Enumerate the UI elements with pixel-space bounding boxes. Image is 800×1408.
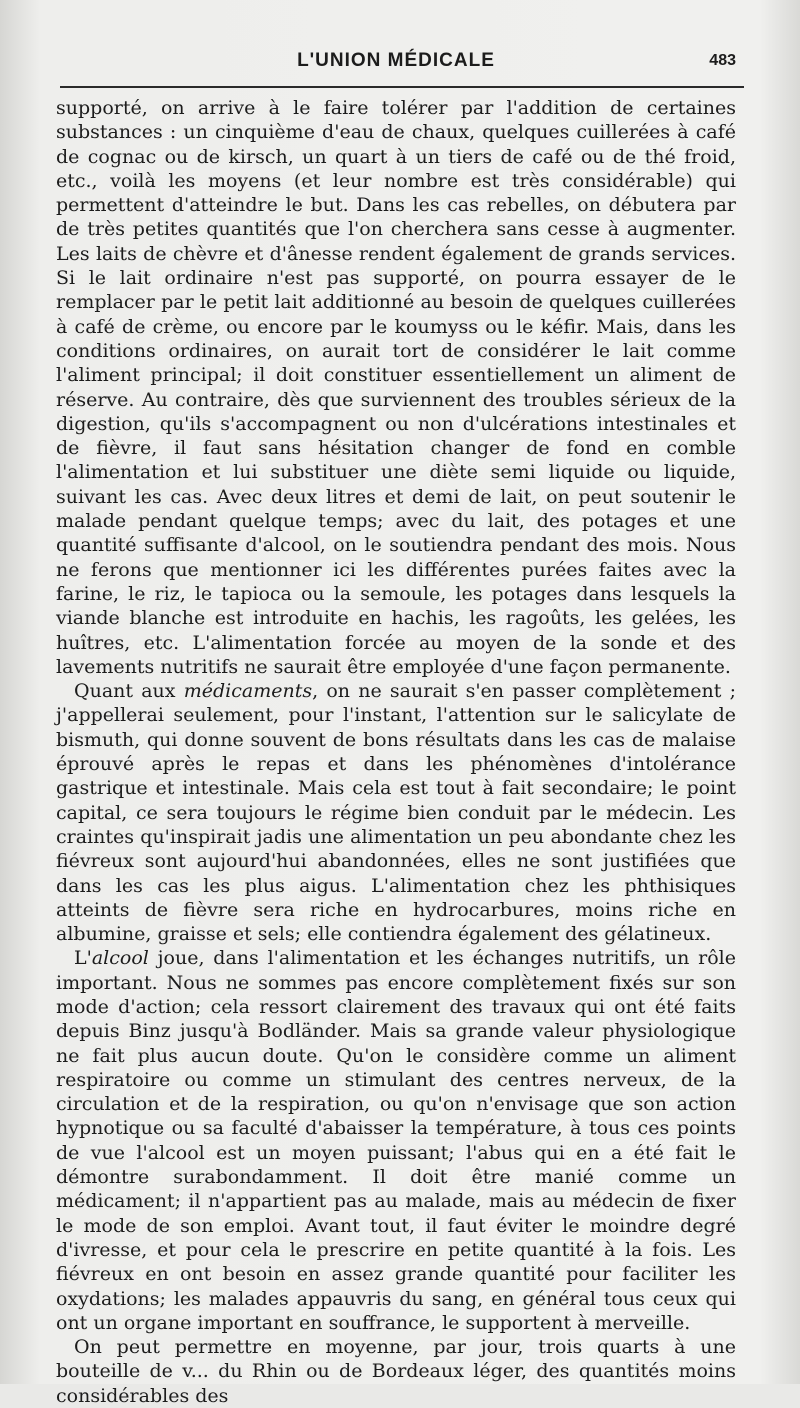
paragraph-text: , on ne saurait s'en passer complètement ; j'appellerai seulement, pour l'instant, l'attention sur le salicylate de bismuth, qui donne souvent de bons résultats dans les cas de malaise éprouvé après le repas et dans les phénomènes d'intolérance gastrique et intestinale. Mais cela est tout à fait secondaire; le point capital, ce sera toujours le régime bien conduit par le médecin. Les craintes qu'inspirait jadis une alimentation un peu abondante chez les fiévreux sont aujourd'hui abandonnées, elles ne sont justifiées que dans les cas les plus aigus. L'alimentation chez les phthisiques atteints de fièvre sera riche en hydrocarbures, moins riche en albumine, graisse et sels; elle contiendra également des gélatineux. bbox=[56, 680, 736, 946]
page-number: 483 bbox=[709, 52, 736, 69]
page-header bbox=[56, 46, 736, 80]
paragraph-alcool bbox=[56, 946, 736, 1335]
paragraph-text: L' bbox=[74, 947, 92, 970]
paragraph-medicaments bbox=[56, 679, 736, 946]
header-rule bbox=[60, 86, 744, 88]
paragraph-text: Quant aux bbox=[74, 680, 184, 703]
paragraph-text: joue, dans l'alimentation et les échanges nutritifs, un rôle important. Nous ne sommes pas encore complètement fixés sur son mode d'action; cela ressort clairement des travaux qui ont été faits depuis Binz jusqu'à Bodländer. Mais sa grande valeur physiologique ne fait plus aucun doute. Qu'on le considère comme un aliment respiratoire ou comme un stimulant des centres nerveux, de la circulation et de la respiration, ou qu'on n'envisage que son action hypnotique ou sa faculté d'abaisser la température, à tous ces points de vue l'alcool est un moyen puissant; l'abus qui en a été fait le démontre surabondamment. Il doit être manié comme un médicament; il n'appartient pas au malade, mais au médecin de fixer le mode de son emploi. Avant tout, il faut éviter le moindre degré d'ivresse, et pour cela le prescrire en petite quantité à la fois. Les fiévreux en ont besoin en assez grande quantité pour faciliter les oxydations; les malades appauvris du sang, en général tous ceux qui ont un organe important en souffrance, le supportent à merveille. bbox=[56, 947, 736, 1334]
paragraph-dosage: On peut permettre en moyenne, par jour, trois quarts à une bouteille de v... du Rhin ou de Bordeaux léger, des quantités moins considérables des bbox=[56, 1336, 736, 1407]
paragraph-continuation: supporté, on arrive à le faire tolérer par l'addition de certaines substances : un cinquième d'eau de chaux, quelques cuillerées à café de cognac ou de kirsch, un quart à un tiers de café ou de thé froid, etc., voilà les moyens (et leur nombre est très considérable) qui permettent d'atteindre le but. Dans les cas rebelles, on débutera par de très petites quantités que l'on cherchera sans cesse à augmenter. Les laits de chèvre et d'ânesse rendent également de grands services. Si le lait ordinaire n'est pas supporté, on pourra essayer de le remplacer par le petit lait additionné au besoin de quelques cuillerées à café de crème, ou encore par le koumyss ou le kéfir. Mais, dans les conditions ordinaires, on aurait tort de considérer le lait comme l'aliment principal; il doit constituer essentiellement un aliment de réserve. Au contraire, dès que surviennent des troubles sérieux de la digestion, qu'ils s'accompagnent ou non d'ulcérations intestinales et de fièvre, il faut sans hésitation changer de fond en comble l'alimentation et lui substituer une diète semi liquide ou liquide, suivant les cas. Avec deux litres et demi de lait, on peut soutenir le malade pendant quelque temps; avec du lait, des potages et une quantité suffisante d'alcool, on le soutiendra pendant des mois. Nous ne ferons que mentionner ici les différentes purées faites avec la farine, le riz, le tapioca ou la semoule, les potages dans lesquels la viande blanche est introduite en hachis, les ragoûts, les gelées, les huîtres, etc. L'alimentation forcée au moyen de la sonde et des lavements nutritifs ne saurait être employée d'une façon permanente. bbox=[56, 97, 736, 678]
running-title: L'UNION MÉDICALE bbox=[297, 50, 495, 71]
emphasis-term: médicaments bbox=[183, 680, 313, 703]
body-text bbox=[56, 96, 736, 1408]
emphasis-term: alcool bbox=[91, 947, 149, 970]
